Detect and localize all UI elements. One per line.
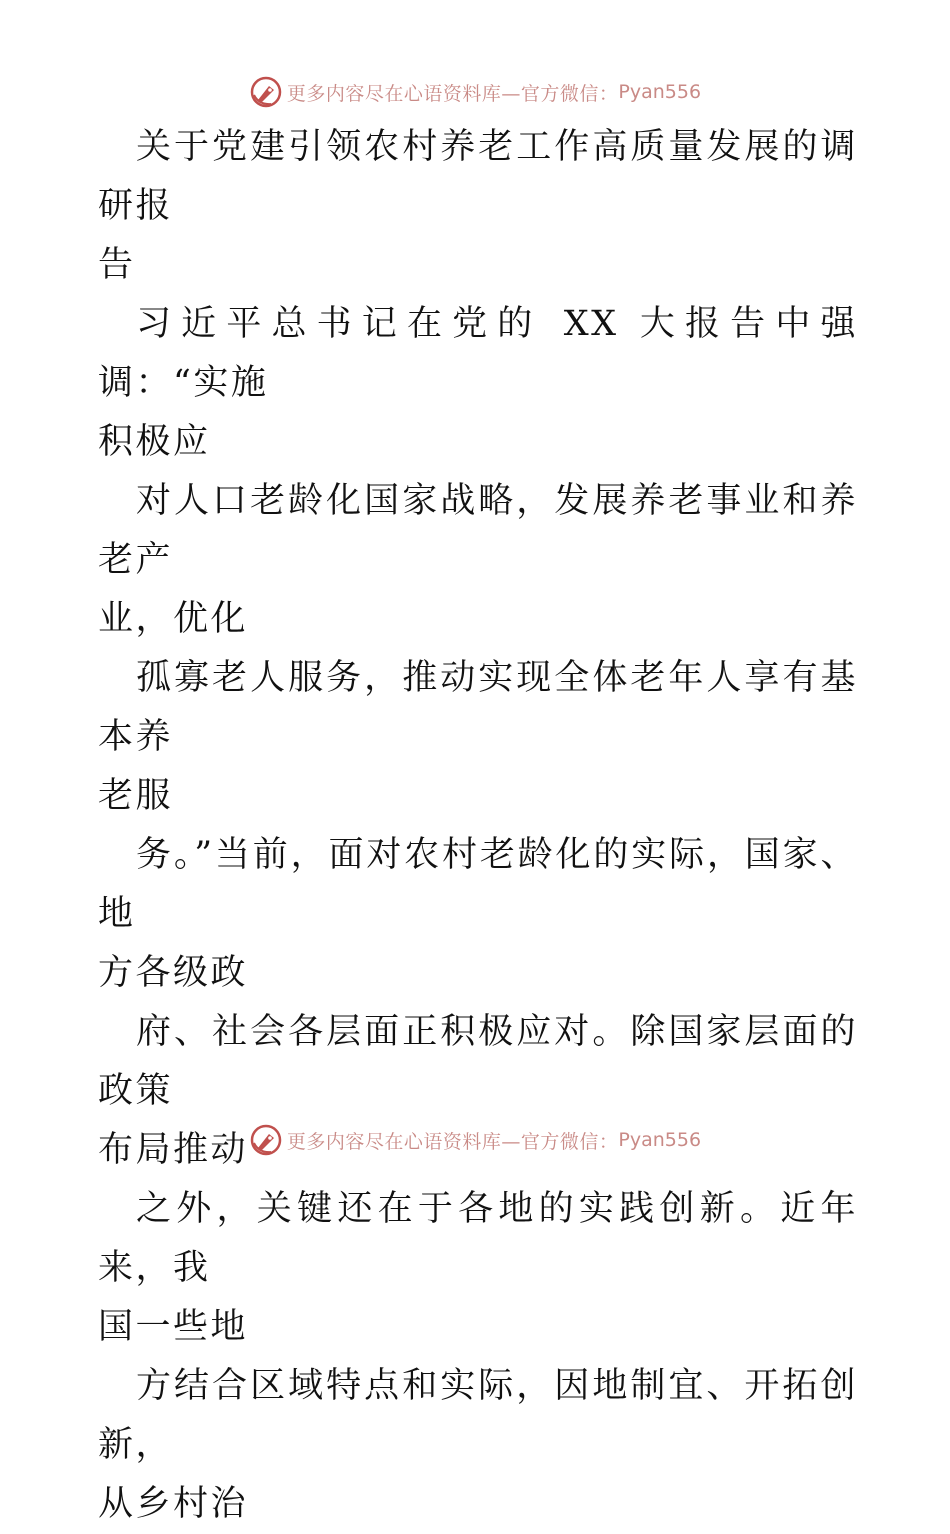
document-body: [98, 118, 858, 1534]
paragraph-line: [98, 1357, 858, 1534]
line-first: 方结合区域特点和实际，因地制宜、开拓创新，: [98, 1366, 858, 1465]
line-first: 对人口老龄化国家战略，发展养老事业和养老产: [98, 481, 858, 580]
line-second: 方各级政: [98, 953, 249, 993]
line-first: 孤寡老人服务，推动实现全体老年人享有基本养: [98, 658, 858, 757]
pen-nib-circle-icon: [249, 1123, 283, 1157]
line-second: 老服: [98, 776, 174, 816]
paragraph-line: [98, 1180, 858, 1357]
line-second: 国一些地: [98, 1307, 249, 1347]
line-first: 务。”当前，面对农村老龄化的实际，国家、地: [98, 835, 858, 934]
title-line: 关于党建引领农村养老工作高质量发展的调研报: [98, 127, 858, 226]
document-title: [98, 118, 858, 295]
paragraph-line: [98, 472, 858, 649]
header-watermark: [0, 72, 950, 112]
watermark-handle: Pyan556: [618, 81, 702, 103]
pen-nib-circle-icon: [249, 75, 283, 109]
paragraph-line: [98, 649, 858, 826]
watermark-handle: Pyan556: [618, 1129, 702, 1151]
line-first: 府、社会各层面正积极应对。除国家层面的政策: [98, 1012, 858, 1111]
footer-watermark: [0, 1120, 950, 1160]
line-second: 业，优化: [98, 599, 249, 639]
watermark-text: 更多内容尽在心语资料库—官方微信：: [286, 82, 619, 105]
line-second: 从乡村治: [98, 1484, 249, 1524]
line-second: 布局推动: [98, 1130, 249, 1170]
paragraph-line: [98, 295, 858, 472]
title-line: 告: [98, 245, 136, 285]
line-first: 之外，关键还在于各地的实践创新。近年来，我: [98, 1189, 858, 1288]
line-second: 积极应: [98, 422, 211, 462]
line-first: 习近平总书记在党的 XX 大报告中强调：“实施: [98, 304, 858, 403]
paragraph-line: [98, 826, 858, 1003]
watermark-text: 更多内容尽在心语资料库—官方微信：: [286, 1130, 619, 1153]
